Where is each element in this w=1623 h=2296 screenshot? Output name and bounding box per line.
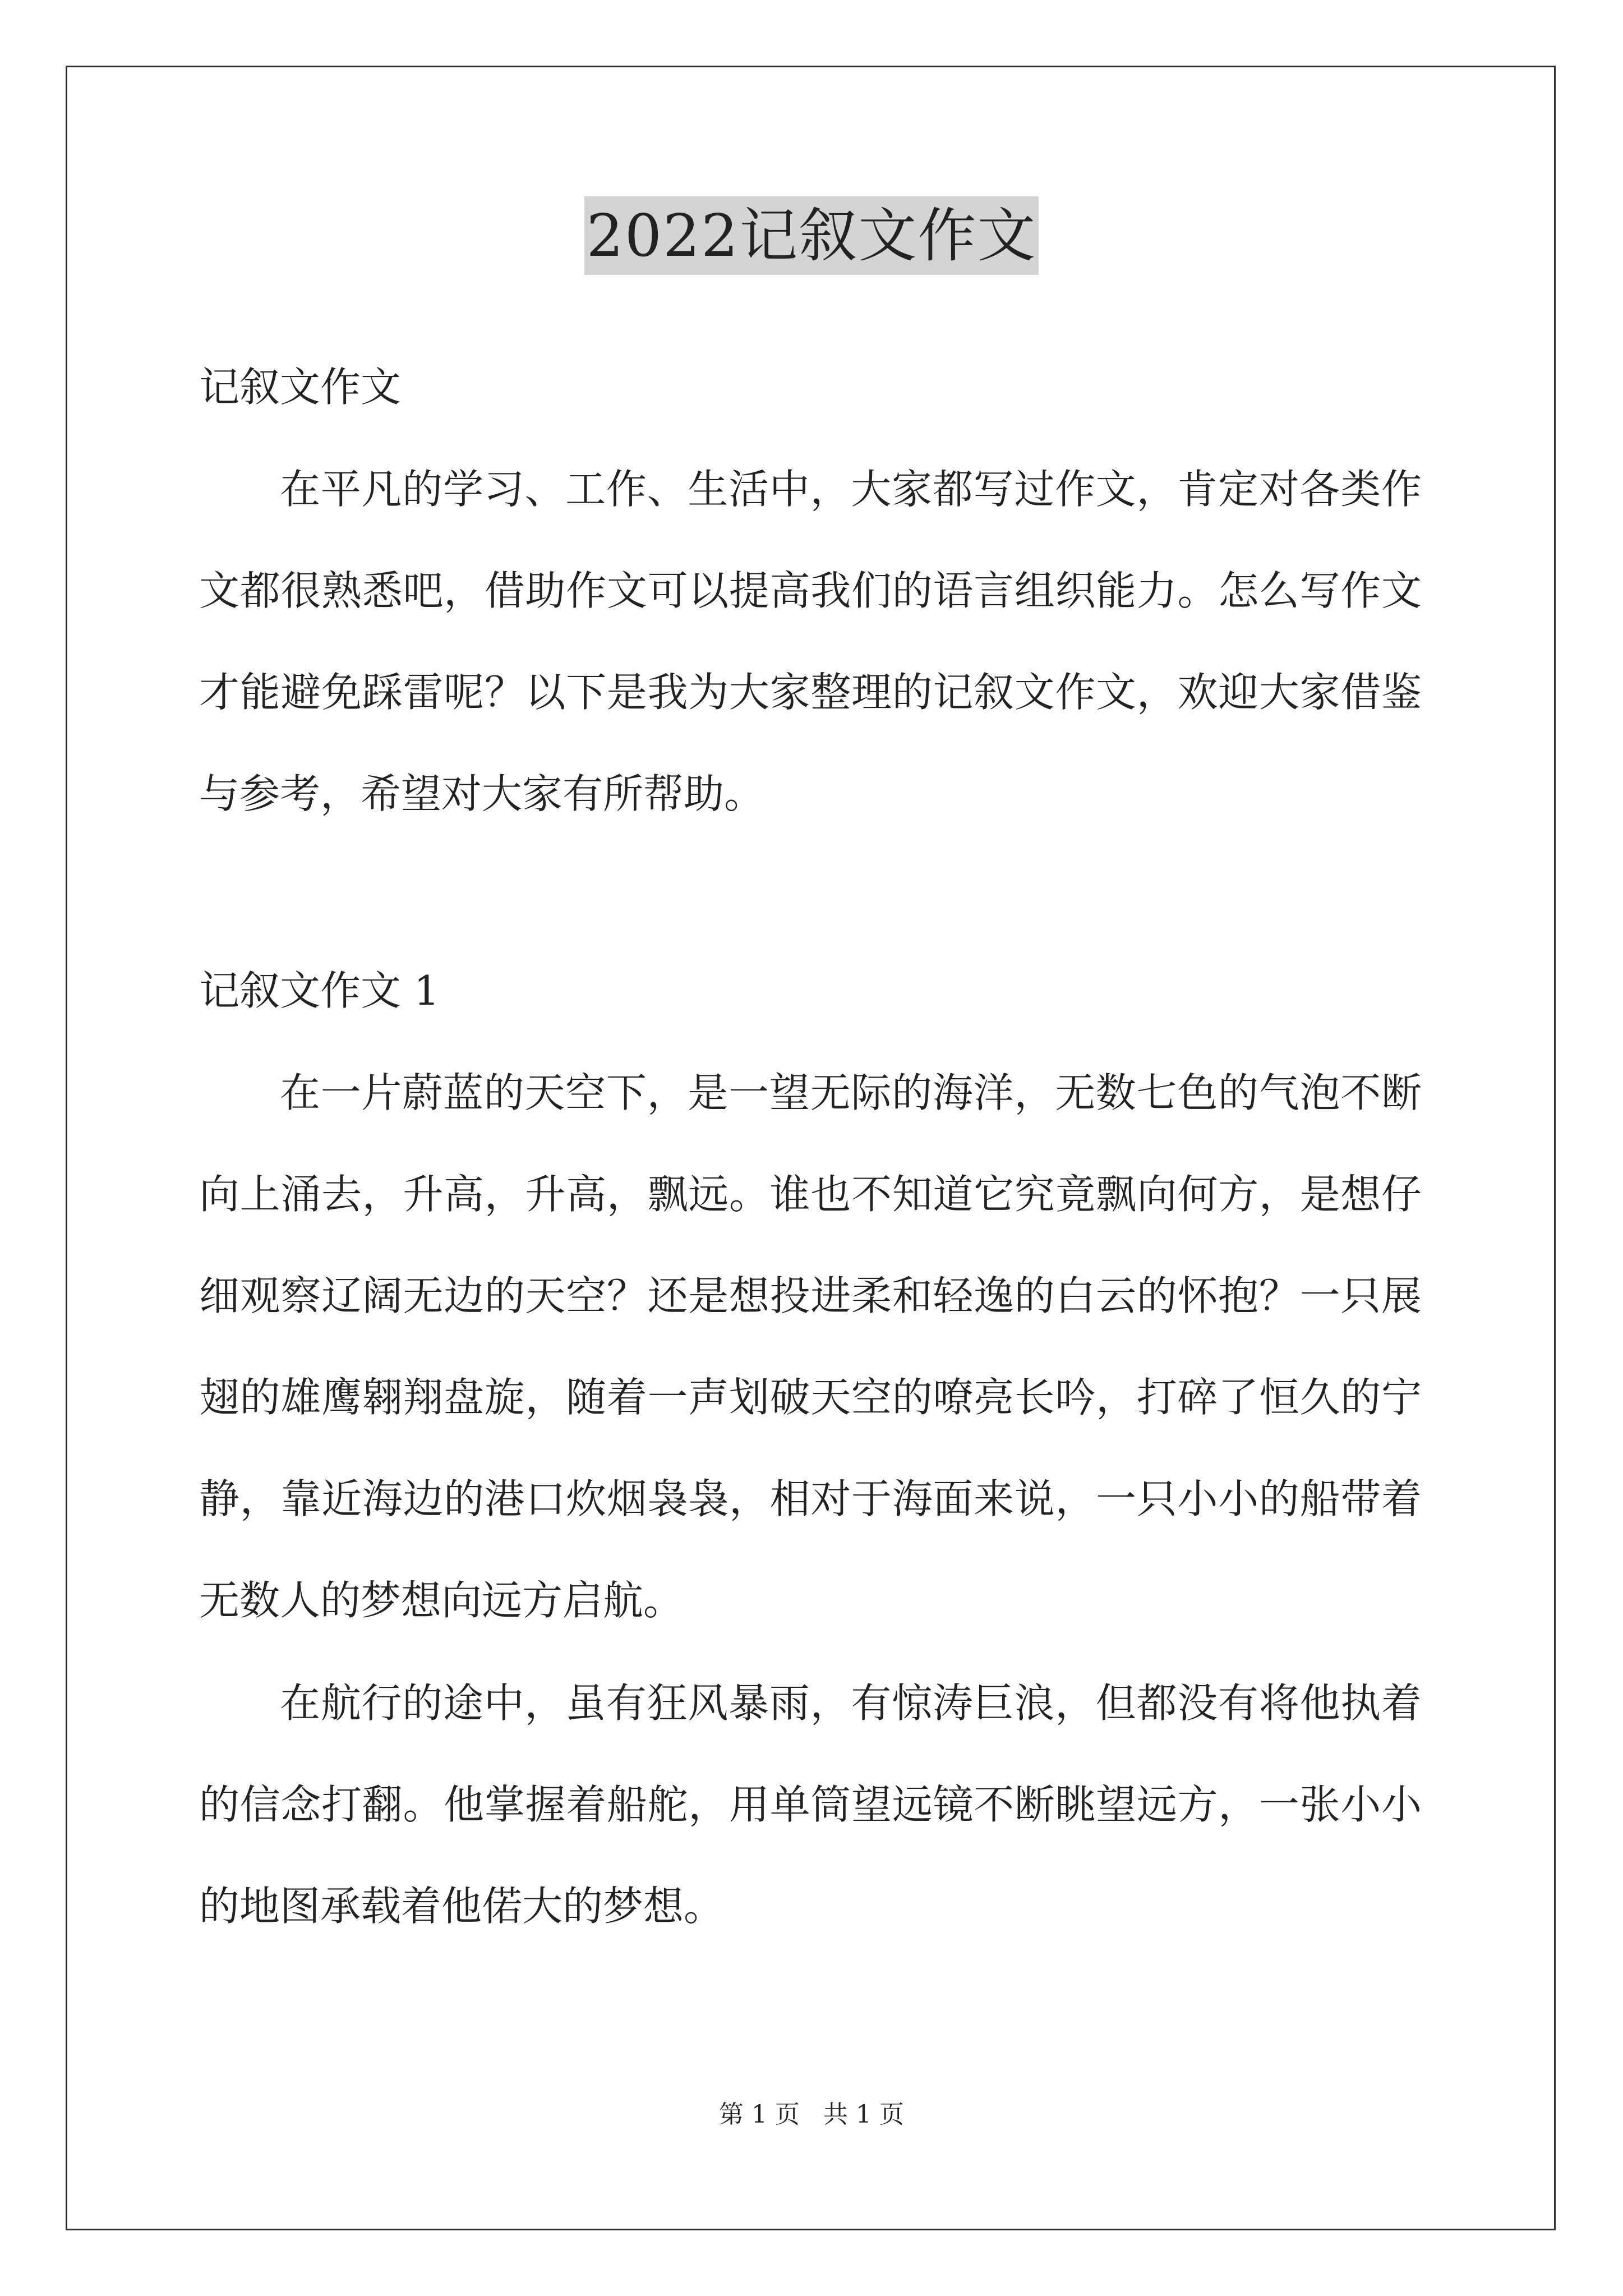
title-container (0, 196, 1623, 275)
section-1-paragraph-2: 在航行的途中，虽有狂风暴雨，有惊涛巨浪，但都没有将他执着的信念打翻。他掌握着船舵，用单筒望远镜不断眺望远方，一张小小的地图承载着他偌大的梦想。 (199, 1680, 1422, 1930)
page-footer (0, 2098, 1623, 2132)
subtitle: 记叙文作文 (199, 364, 402, 411)
section-1-heading: 记叙文作文 1 (199, 967, 440, 1014)
section-1-heading-block (199, 940, 1422, 1042)
intro-paragraph: 在平凡的学习、工作、生活中，大家都写过作文，肯定对各类作文都很熟悉吧，借助作文可以提高我们的语言组织能力。怎么写作文才能避免踩雷呢？以下是我为大家整理的记叙文作文，欢迎大家借鉴与参考，希望对大家有所帮助。 (199, 466, 1422, 817)
intro-block (199, 439, 1422, 845)
document-title: 2022记叙文作文 (584, 196, 1039, 275)
document-body (199, 337, 1422, 438)
section-1-paragraph-1: 在一片蔚蓝的天空下，是一望无际的海洋，无数七色的气泡不断向上涌去，升高，升高，飘远。谁也不知道它究竟飘向何方，是想仔细观察辽阔无边的天空？还是想投进柔和轻逸的白云的怀抱？一只展翅的雄鹰翱翔盘旋，随着一声划破天空的嘹亮长吟，打碎了恒久的宁静，靠近海边的港口炊烟袅袅，相对于海面来说，一只小小的船带着无数人的梦想向远方启航。 (199, 1069, 1422, 1624)
section-1-body (199, 1042, 1422, 1651)
page-number: 第 1 页 (719, 2100, 800, 2129)
page-total: 共 1 页 (823, 2100, 904, 2129)
section-1-body-2 (199, 1653, 1422, 1957)
